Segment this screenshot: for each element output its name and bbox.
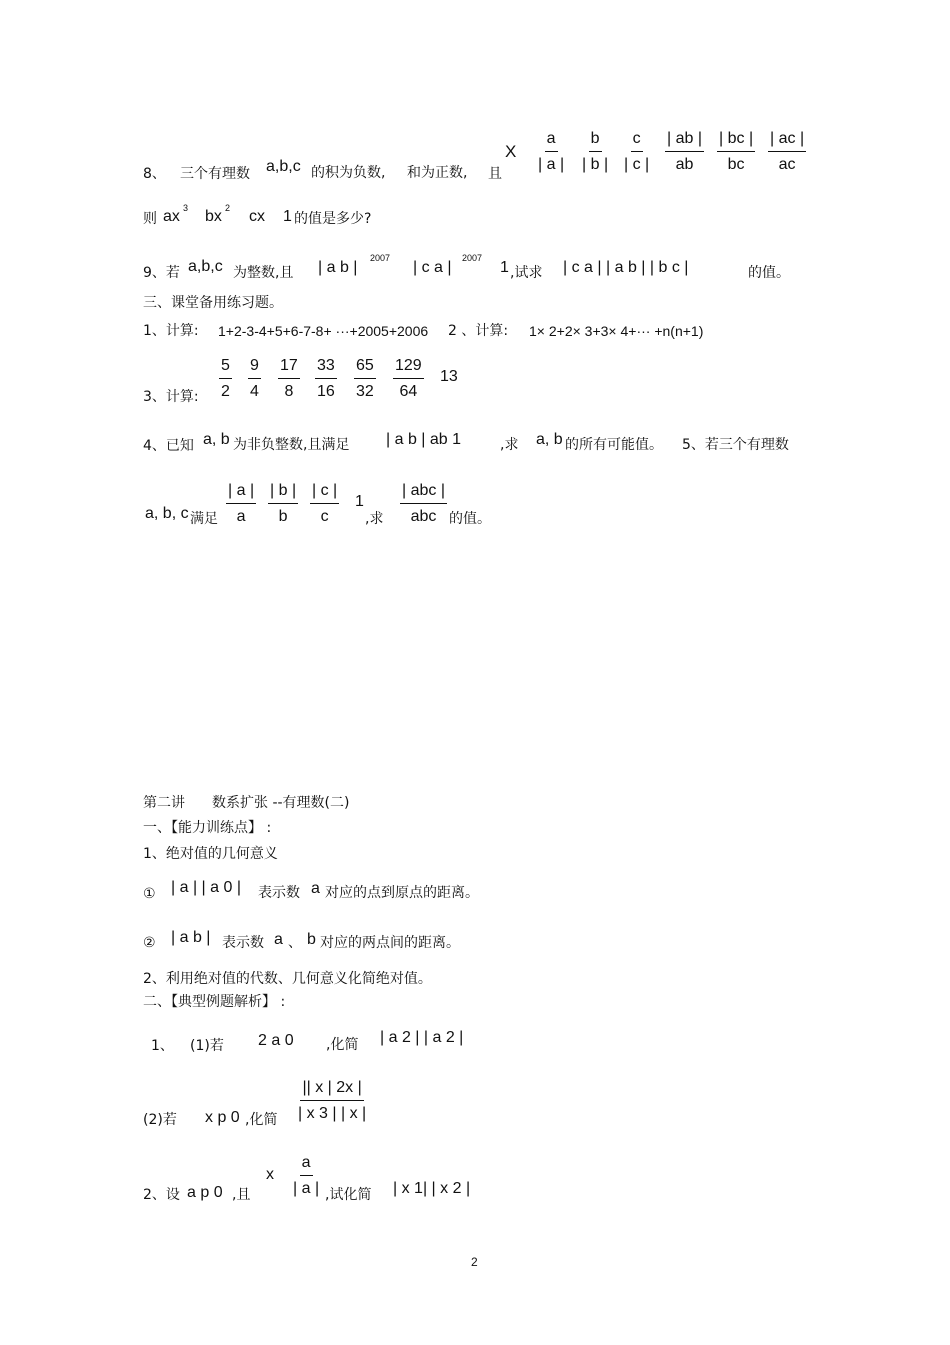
ex4-label: 4、已知: [143, 438, 194, 454]
q8-ax: ax: [163, 208, 180, 225]
q8-text4: 且: [488, 166, 502, 182]
ex5-text3: 的值。: [449, 511, 491, 527]
lecture-c2-mark: ②: [143, 935, 156, 951]
q8-text3: 和为正数,: [407, 165, 468, 181]
lecture-c1-var: a: [311, 880, 320, 897]
ex4-expr: | a b | ab 1: [386, 431, 462, 448]
lecture-c2-text1: 表示数: [222, 935, 264, 951]
e1-expr: | a 2 | | a 2 |: [380, 1029, 464, 1046]
ex3-tail: 13: [440, 368, 458, 385]
e2-expr: | x 1| | x 2 |: [393, 1180, 471, 1197]
ex5-frac-2: $\frac{| b |}{b}$: [270, 482, 297, 525]
q8-frac-4: $\frac{| ab |}{ab}$: [667, 130, 702, 173]
q8-bx: bx: [205, 208, 222, 225]
e2-text1: ,且: [232, 1187, 251, 1203]
ex3-frac-1: $\frac{5}{2}$: [221, 357, 230, 400]
lecture-sec1: 一、【能力训练点】 :: [143, 820, 272, 836]
ex5-frac-abc: | abc | abc: [402, 482, 445, 525]
ex1-label: 1、计算:: [143, 323, 199, 339]
q9-abs1: | a b |: [318, 259, 358, 276]
q8-vars: a,b,c: [266, 158, 301, 175]
ex5-frac-3: $\frac{| c |}{c}$: [312, 482, 338, 525]
ex5-label: 5、若三个有理数: [682, 437, 789, 453]
section3-heading: 三、课堂备用练习题。: [143, 295, 283, 311]
ex5-text2: ,求: [365, 511, 384, 527]
e2-number: 2、设: [143, 1187, 180, 1203]
q8-text2: 的积为负数,: [311, 165, 386, 181]
e2-frac: $\frac{a}{| a |}$: [293, 1154, 320, 1197]
ex1-expr2: 1× 2+2× 3+3× 4+··· +n(n+1): [529, 323, 704, 339]
ex1-expr1: 1+2-3-4+5+6-7-8+ ···+2005+2006: [218, 323, 429, 339]
e2-cond: a p 0: [187, 1184, 223, 1201]
q8-line2-prefix: 则: [143, 211, 157, 227]
q9-one: 1: [500, 259, 509, 276]
e1-cond2: x p 0: [205, 1109, 240, 1126]
e1-part1: (1)若: [190, 1038, 224, 1054]
lecture-c1-expr: | a | | a 0 |: [171, 879, 241, 896]
q9-expr: | c a | | a b | | b c |: [563, 259, 689, 276]
ex5-one: 1: [355, 493, 364, 510]
e1-text2: ,化简: [245, 1112, 278, 1128]
lecture-title: 第二讲: [143, 795, 185, 811]
q8-cx: cx: [249, 208, 265, 225]
ex4-text3: 的所有可能值。: [565, 437, 663, 453]
q8-text1: 三个有理数: [180, 166, 250, 182]
e1-part2: (2)若: [143, 1112, 177, 1128]
q8-frac-6: $\frac{| ac |}{ac}$: [770, 130, 805, 173]
q9-text1: 为整数,且: [233, 265, 294, 281]
lecture-c2-expr: | a b |: [171, 929, 211, 946]
ex3-label: 3、计算:: [143, 389, 199, 405]
q9-number: 9、若: [143, 265, 180, 281]
ex5-vars: a, b, c: [145, 505, 189, 522]
q8-line2-suffix: 的值是多少?: [294, 211, 372, 227]
e2-text2: ,试化简: [325, 1187, 372, 1203]
lecture-p2: 2、利用绝对值的代数、几何意义化简绝对值。: [143, 971, 432, 987]
q8-frac-5: $\frac{| bc |}{bc}$: [719, 130, 754, 173]
lecture-sec2: 二、【典型例题解析】 :: [143, 994, 286, 1010]
q9-text2: ,试求: [510, 265, 543, 281]
lecture-c2-var-b: b: [307, 931, 316, 948]
q8-frac-1: $\frac{a}{| a |}$: [538, 130, 565, 173]
q9-vars: a,b,c: [188, 258, 223, 275]
q8-x: X: [505, 142, 517, 161]
q9-text3: 的值。: [748, 265, 790, 281]
e2-x: x: [266, 1166, 274, 1183]
e1-frac: $\frac{|| x | 2x |}{| x 3 | | x |}$: [298, 1079, 367, 1122]
ex3-frac-2: $\frac{9}{4}$: [250, 357, 259, 400]
page-number: 2: [471, 1255, 478, 1269]
lecture-c1-text1: 表示数: [258, 885, 300, 901]
lecture-p1: 1、绝对值的几何意义: [143, 846, 278, 862]
ex3-frac-4: $\frac{33}{16}$: [317, 357, 335, 400]
lecture-c2-var-a: a: [274, 931, 283, 948]
e1-text1: ,化简: [326, 1037, 359, 1053]
ex4-text2: ,求: [500, 437, 519, 453]
ex3-frac-3: $\frac{17}{8}$: [280, 357, 298, 400]
ex4-text1: 为非负整数,且满足: [233, 437, 350, 453]
q8-number: 8、: [143, 166, 166, 182]
q9-abs2: | c a |: [413, 259, 452, 276]
e1-number: 1、: [151, 1038, 174, 1054]
q8-exp3: 3: [183, 203, 189, 213]
e1-cond: 2 a 0: [258, 1032, 294, 1049]
ex4-vars: a, b: [203, 431, 230, 448]
ex1-label2: 2 、计算:: [448, 323, 509, 339]
q9-exp2: 2007: [462, 253, 483, 263]
ex5-frac-1: $\frac{| a |}{a}$: [228, 482, 255, 525]
q8-exp2: 2: [225, 203, 231, 213]
ex3-frac-5: $\frac{65}{32}$: [356, 357, 374, 400]
q8-frac-2: $\frac{b}{| b |}$: [582, 130, 609, 173]
lecture-c1-mark: ①: [143, 886, 156, 902]
lecture-c2-text2: 对应的两点间的距离。: [320, 935, 460, 951]
q9-exp1: 2007: [370, 253, 391, 263]
lecture-c2-sep: 、: [288, 935, 302, 951]
lecture-subtitle: 数系扩张 --有理数(二): [212, 795, 350, 811]
ex5-text1: 满足: [190, 511, 218, 527]
ex3-frac-6: $\frac{129}{64}$: [395, 357, 422, 400]
ex4-vars2: a, b: [536, 431, 563, 448]
q8-frac-3: $\frac{c}{| c |}$: [624, 130, 650, 173]
q8-one: 1: [283, 208, 292, 225]
lecture-c1-text2: 对应的点到原点的距离。: [325, 885, 479, 901]
